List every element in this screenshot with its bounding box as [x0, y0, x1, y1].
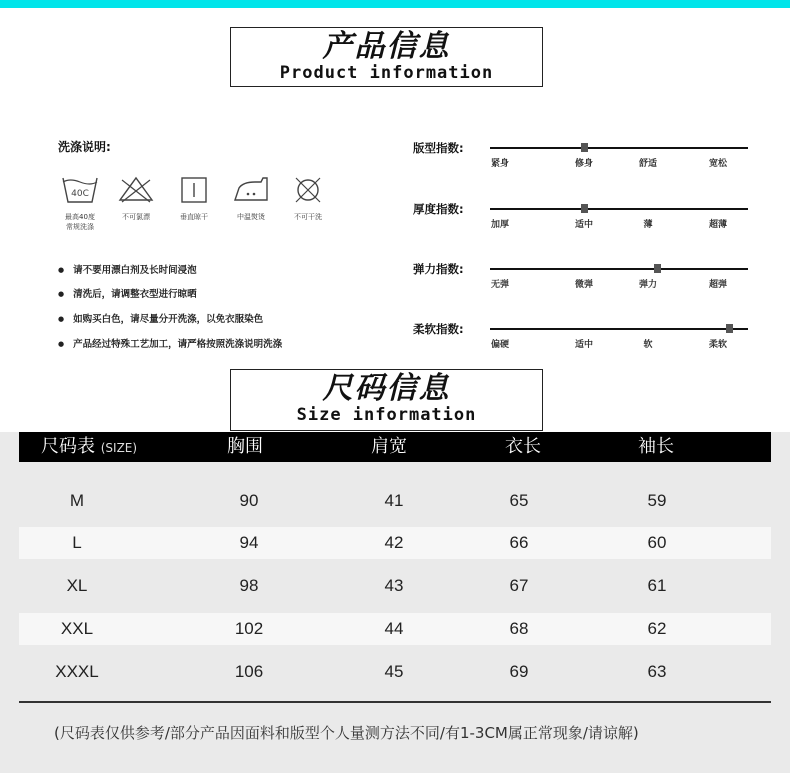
cell-chest: 102	[234, 619, 264, 638]
cell-size: XXL	[60, 619, 94, 638]
cell-shoulder: 43	[384, 576, 404, 595]
no-bleach-label: 不可氯漂	[122, 213, 150, 221]
cell-size: L	[72, 533, 82, 552]
index-marker	[726, 324, 733, 333]
table-bottom-rule	[19, 701, 771, 703]
cell-size: XL	[66, 576, 88, 595]
size-info-title	[230, 369, 543, 431]
index-option: 适中	[574, 220, 593, 230]
index-track	[490, 208, 748, 210]
cell-shoulder: 44	[384, 619, 404, 638]
cell-sleeve: 59	[647, 491, 667, 510]
table-row	[19, 570, 771, 602]
table-row	[19, 656, 771, 688]
cell-length: 69	[509, 662, 529, 681]
cell-sleeve: 63	[647, 662, 667, 681]
table-row	[19, 527, 771, 559]
index-label: 版型指数:	[413, 141, 464, 155]
cell-shoulder: 45	[384, 662, 404, 681]
index-option: 弹力	[638, 280, 657, 290]
cell-chest: 106	[234, 662, 264, 681]
cell-chest: 94	[239, 533, 259, 552]
header-size-label: 尺码表	[41, 436, 95, 457]
wash-40c-icon	[60, 172, 100, 208]
header-size-sub: (SIZE)	[100, 441, 138, 455]
index-marker	[581, 204, 588, 213]
cell-chest: 98	[239, 576, 259, 595]
washing-note: ● 清洗后，请调整衣型进行晾晒	[58, 286, 197, 300]
cell-sleeve: 61	[647, 576, 667, 595]
index-option: 超薄	[708, 220, 727, 230]
size-table-header	[19, 432, 771, 462]
cell-size: M	[69, 491, 85, 510]
index-option: 加厚	[490, 220, 509, 230]
wash-40c-label: 最高40度 常规洗涤	[65, 213, 95, 231]
index-option: 紧身	[490, 159, 509, 169]
index-option: 薄	[643, 220, 653, 230]
iron-medium-icon	[231, 172, 271, 208]
index-option: 无弹	[490, 280, 509, 290]
size-info-title-zh: 尺码信息	[322, 371, 451, 406]
index-option: 宽松	[708, 159, 727, 169]
index-track	[490, 328, 748, 330]
cell-shoulder: 42	[384, 533, 404, 552]
index-marker	[581, 143, 588, 152]
table-row	[19, 485, 771, 517]
washing-note: ● 如购买白色，请尽量分开洗涤，以免衣服染色	[58, 311, 263, 325]
index-option: 偏硬	[490, 340, 509, 350]
cell-length: 68	[509, 619, 529, 638]
index-track	[490, 268, 748, 270]
header-size	[41, 435, 137, 460]
index-marker	[654, 264, 661, 273]
iron-medium-label: 中温熨烫	[237, 213, 265, 221]
wash-temp-text: 40C	[71, 189, 89, 199]
size-info-title-en: Size information	[296, 405, 477, 425]
washing-note: ● 产品经过特殊工艺加工，请严格按照洗涤说明洗涤	[58, 336, 282, 350]
index-track	[490, 147, 748, 149]
header-chest: 胸围	[227, 436, 263, 457]
product-info-title	[230, 27, 543, 87]
table-row	[19, 613, 771, 645]
washing-heading: 洗涤说明:	[58, 140, 111, 154]
size-footnote: (尺码表仅供参考/部分产品因面料和版型个人量测方法不同/有1-3CM属正常现象/请谅解)	[54, 724, 639, 742]
header-length: 衣长	[505, 436, 541, 457]
cell-sleeve: 60	[647, 533, 667, 552]
index-option: 超弹	[708, 280, 727, 290]
washing-note: ● 请不要用漂白剂及长时间浸泡	[58, 262, 197, 276]
hang-dry-icon	[174, 172, 214, 208]
cell-size: XXXL	[55, 662, 99, 681]
index-option: 适中	[574, 340, 593, 350]
cell-chest: 90	[239, 491, 259, 510]
header-shoulder: 肩宽	[371, 436, 407, 457]
product-info-title-en: Product information	[279, 63, 494, 83]
index-option: 舒适	[638, 159, 657, 169]
index-label: 弹力指数:	[413, 262, 464, 276]
hang-dry-label: 垂直晾干	[180, 213, 208, 221]
index-label: 柔软指数:	[413, 322, 464, 336]
no-dry-clean-label: 不可干洗	[294, 213, 322, 221]
header-sleeve: 袖长	[638, 436, 674, 457]
cell-shoulder: 41	[384, 491, 404, 510]
cell-length: 66	[509, 533, 529, 552]
index-option: 柔软	[708, 340, 727, 350]
index-label: 厚度指数:	[413, 202, 464, 216]
no-dry-clean-icon	[288, 172, 328, 208]
index-option: 修身	[574, 159, 593, 169]
index-option: 微弹	[574, 280, 593, 290]
cell-length: 65	[509, 491, 529, 510]
product-info-title-zh: 产品信息	[322, 29, 451, 64]
cell-length: 67	[509, 576, 529, 595]
index-option: 软	[643, 340, 653, 350]
cell-sleeve: 62	[647, 619, 667, 638]
top-accent-bar	[0, 0, 790, 8]
no-bleach-icon	[116, 172, 156, 208]
